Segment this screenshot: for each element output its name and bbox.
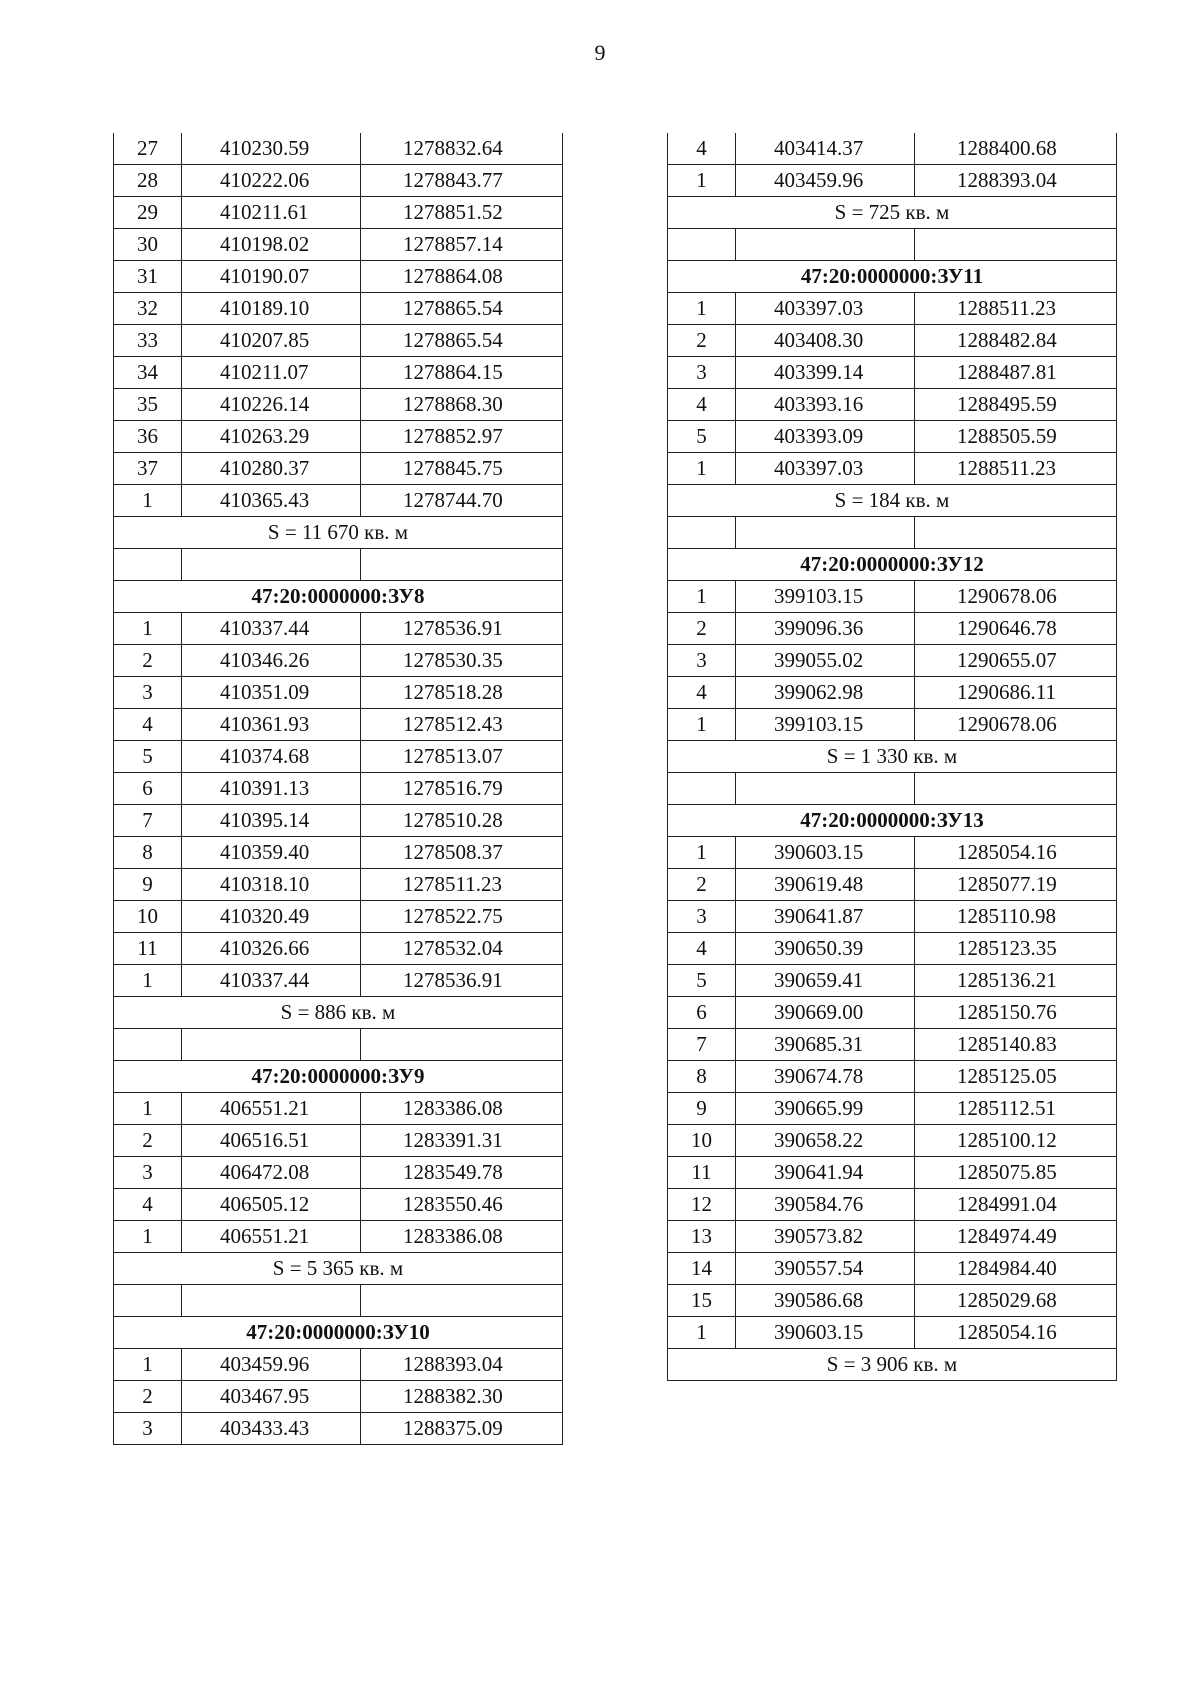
coordinate-row — [114, 485, 563, 517]
empty-cell — [182, 549, 361, 581]
y-coordinate-cell: 1278532.04 — [361, 933, 563, 965]
coordinate-row — [668, 1317, 1117, 1349]
y-coordinate-cell: 1284991.04 — [915, 1189, 1117, 1221]
point-number-cell: 5 — [114, 741, 182, 773]
coordinate-row — [114, 293, 563, 325]
x-coordinate-cell: 410211.61 — [182, 197, 361, 229]
point-number-cell: 28 — [114, 165, 182, 197]
coordinate-row — [114, 741, 563, 773]
parcel-number-cell: 47:20:0000000:ЗУ12 — [668, 549, 1117, 581]
y-coordinate-cell: 1278852.97 — [361, 421, 563, 453]
y-coordinate-cell: 1288511.23 — [915, 453, 1117, 485]
x-coordinate-cell: 390603.15 — [736, 1317, 915, 1349]
parcel-number-cell: 47:20:0000000:ЗУ9 — [114, 1061, 563, 1093]
x-coordinate-cell: 390659.41 — [736, 965, 915, 997]
coordinate-row — [668, 933, 1117, 965]
y-coordinate-cell: 1278868.30 — [361, 389, 563, 421]
empty-row — [114, 1285, 563, 1317]
empty-cell — [114, 1285, 182, 1317]
empty-cell — [668, 229, 736, 261]
coordinate-row — [114, 389, 563, 421]
point-number-cell: 8 — [114, 837, 182, 869]
point-number-cell: 4 — [668, 133, 736, 165]
coordinate-row — [668, 709, 1117, 741]
coordinate-row — [668, 165, 1117, 197]
coordinate-row — [668, 389, 1117, 421]
y-coordinate-cell: 1285077.19 — [915, 869, 1117, 901]
empty-cell — [915, 773, 1117, 805]
x-coordinate-cell: 410337.44 — [182, 965, 361, 997]
area-cell: S = 3 906 кв. м — [668, 1349, 1117, 1381]
point-number-cell: 11 — [668, 1157, 736, 1189]
y-coordinate-cell: 1288482.84 — [915, 325, 1117, 357]
y-coordinate-cell: 1288393.04 — [915, 165, 1117, 197]
y-coordinate-cell: 1288495.59 — [915, 389, 1117, 421]
point-number-cell: 35 — [114, 389, 182, 421]
y-coordinate-cell: 1285054.16 — [915, 1317, 1117, 1349]
x-coordinate-cell: 410263.29 — [182, 421, 361, 453]
y-coordinate-cell: 1278851.52 — [361, 197, 563, 229]
point-number-cell: 7 — [114, 805, 182, 837]
coordinate-row — [114, 229, 563, 261]
x-coordinate-cell: 390685.31 — [736, 1029, 915, 1061]
empty-cell — [915, 517, 1117, 549]
empty-cell — [182, 1285, 361, 1317]
point-number-cell: 1 — [114, 613, 182, 645]
point-number-cell: 33 — [114, 325, 182, 357]
x-coordinate-cell: 410395.14 — [182, 805, 361, 837]
x-coordinate-cell: 390619.48 — [736, 869, 915, 901]
x-coordinate-cell: 390584.76 — [736, 1189, 915, 1221]
x-coordinate-cell: 390586.68 — [736, 1285, 915, 1317]
parcel-header-row — [114, 1061, 563, 1093]
point-number-cell: 6 — [668, 997, 736, 1029]
coordinate-row — [114, 645, 563, 677]
coordinate-row — [668, 1093, 1117, 1125]
x-coordinate-cell: 403433.43 — [182, 1413, 361, 1445]
coordinate-row — [668, 677, 1117, 709]
parcel-header-row — [114, 581, 563, 613]
x-coordinate-cell: 410365.43 — [182, 485, 361, 517]
point-number-cell: 4 — [114, 1189, 182, 1221]
area-cell: S = 184 кв. м — [668, 485, 1117, 517]
coordinate-row — [114, 1125, 563, 1157]
coordinate-row — [114, 837, 563, 869]
coordinate-row — [114, 1093, 563, 1125]
y-coordinate-cell: 1278510.28 — [361, 805, 563, 837]
point-number-cell: 5 — [668, 421, 736, 453]
coordinate-row — [668, 965, 1117, 997]
x-coordinate-cell: 390641.94 — [736, 1157, 915, 1189]
x-coordinate-cell: 410230.59 — [182, 133, 361, 165]
point-number-cell: 36 — [114, 421, 182, 453]
x-coordinate-cell: 390641.87 — [736, 901, 915, 933]
point-number-cell: 6 — [114, 773, 182, 805]
page-number: 9 — [594, 40, 606, 65]
x-coordinate-cell: 399062.98 — [736, 677, 915, 709]
coordinate-row — [668, 453, 1117, 485]
x-coordinate-cell: 410189.10 — [182, 293, 361, 325]
x-coordinate-cell: 403459.96 — [182, 1349, 361, 1381]
empty-cell — [736, 517, 915, 549]
coordinate-row — [668, 325, 1117, 357]
point-number-cell: 2 — [668, 325, 736, 357]
y-coordinate-cell: 1278511.23 — [361, 869, 563, 901]
x-coordinate-cell: 390674.78 — [736, 1061, 915, 1093]
coordinate-row — [114, 709, 563, 741]
x-coordinate-cell: 390658.22 — [736, 1125, 915, 1157]
y-coordinate-cell: 1290646.78 — [915, 613, 1117, 645]
coordinate-row — [114, 261, 563, 293]
y-coordinate-cell: 1278744.70 — [361, 485, 563, 517]
point-number-cell: 2 — [668, 613, 736, 645]
coordinate-row — [114, 869, 563, 901]
point-number-cell: 1 — [668, 581, 736, 613]
y-coordinate-cell: 1278516.79 — [361, 773, 563, 805]
point-number-cell: 29 — [114, 197, 182, 229]
coordinate-row — [114, 133, 563, 165]
y-coordinate-cell: 1278865.54 — [361, 325, 563, 357]
point-number-cell: 1 — [114, 1349, 182, 1381]
y-coordinate-cell: 1285054.16 — [915, 837, 1117, 869]
coordinate-row — [668, 837, 1117, 869]
coordinates-table-left — [113, 133, 563, 1445]
y-coordinate-cell: 1285140.83 — [915, 1029, 1117, 1061]
x-coordinate-cell: 403408.30 — [736, 325, 915, 357]
y-coordinate-cell: 1284984.40 — [915, 1253, 1117, 1285]
x-coordinate-cell: 403459.96 — [736, 165, 915, 197]
x-coordinate-cell: 410391.13 — [182, 773, 361, 805]
coordinate-row — [114, 613, 563, 645]
y-coordinate-cell: 1288511.23 — [915, 293, 1117, 325]
coordinate-row — [668, 1253, 1117, 1285]
empty-cell — [361, 1285, 563, 1317]
parcel-header-row — [668, 805, 1117, 837]
x-coordinate-cell: 406516.51 — [182, 1125, 361, 1157]
x-coordinate-cell: 390669.00 — [736, 997, 915, 1029]
parcel-number-cell: 47:20:0000000:ЗУ8 — [114, 581, 563, 613]
coordinate-row — [114, 805, 563, 837]
point-number-cell: 1 — [668, 837, 736, 869]
point-number-cell: 12 — [668, 1189, 736, 1221]
y-coordinate-cell: 1278845.75 — [361, 453, 563, 485]
area-cell: S = 1 330 кв. м — [668, 741, 1117, 773]
y-coordinate-cell: 1278513.07 — [361, 741, 563, 773]
coordinate-row — [114, 965, 563, 997]
empty-cell — [736, 773, 915, 805]
y-coordinate-cell: 1290655.07 — [915, 645, 1117, 677]
x-coordinate-cell: 406551.21 — [182, 1221, 361, 1253]
point-number-cell: 2 — [668, 869, 736, 901]
point-number-cell: 27 — [114, 133, 182, 165]
empty-row — [114, 1029, 563, 1061]
point-number-cell: 1 — [668, 453, 736, 485]
y-coordinate-cell: 1278864.15 — [361, 357, 563, 389]
y-coordinate-cell: 1285125.05 — [915, 1061, 1117, 1093]
coordinate-row — [114, 357, 563, 389]
y-coordinate-cell: 1278518.28 — [361, 677, 563, 709]
coordinate-row — [668, 613, 1117, 645]
x-coordinate-cell: 410337.44 — [182, 613, 361, 645]
area-cell: S = 5 365 кв. м — [114, 1253, 563, 1285]
coordinate-row — [114, 453, 563, 485]
point-number-cell: 13 — [668, 1221, 736, 1253]
point-number-cell: 1 — [114, 1221, 182, 1253]
coordinate-row — [668, 1029, 1117, 1061]
coordinate-row — [114, 165, 563, 197]
parcel-header-row — [668, 261, 1117, 293]
x-coordinate-cell: 410207.85 — [182, 325, 361, 357]
x-coordinate-cell: 403397.03 — [736, 293, 915, 325]
parcel-number-cell: 47:20:0000000:ЗУ11 — [668, 261, 1117, 293]
point-number-cell: 14 — [668, 1253, 736, 1285]
coordinate-row — [114, 1381, 563, 1413]
x-coordinate-cell: 410361.93 — [182, 709, 361, 741]
y-coordinate-cell: 1284974.49 — [915, 1221, 1117, 1253]
y-coordinate-cell: 1290678.06 — [915, 581, 1117, 613]
point-number-cell: 3 — [114, 1413, 182, 1445]
x-coordinate-cell: 403414.37 — [736, 133, 915, 165]
point-number-cell: 10 — [114, 901, 182, 933]
coordinate-row — [668, 901, 1117, 933]
x-coordinate-cell: 410359.40 — [182, 837, 361, 869]
coordinate-row — [114, 1221, 563, 1253]
coordinate-row — [668, 1061, 1117, 1093]
y-coordinate-cell: 1283386.08 — [361, 1093, 563, 1125]
area-row — [114, 1253, 563, 1285]
point-number-cell: 30 — [114, 229, 182, 261]
x-coordinate-cell: 403393.09 — [736, 421, 915, 453]
point-number-cell: 1 — [668, 709, 736, 741]
point-number-cell: 9 — [114, 869, 182, 901]
y-coordinate-cell: 1285110.98 — [915, 901, 1117, 933]
x-coordinate-cell: 403397.03 — [736, 453, 915, 485]
y-coordinate-cell: 1285150.76 — [915, 997, 1117, 1029]
point-number-cell: 11 — [114, 933, 182, 965]
parcel-number-cell: 47:20:0000000:ЗУ13 — [668, 805, 1117, 837]
x-coordinate-cell: 410346.26 — [182, 645, 361, 677]
x-coordinate-cell: 410198.02 — [182, 229, 361, 261]
coordinate-row — [114, 901, 563, 933]
empty-cell — [361, 549, 563, 581]
x-coordinate-cell: 406472.08 — [182, 1157, 361, 1189]
coordinate-row — [668, 1125, 1117, 1157]
coordinate-row — [114, 197, 563, 229]
parcel-number-cell: 47:20:0000000:ЗУ10 — [114, 1317, 563, 1349]
point-number-cell: 3 — [668, 645, 736, 677]
point-number-cell: 4 — [668, 677, 736, 709]
x-coordinate-cell: 399096.36 — [736, 613, 915, 645]
y-coordinate-cell: 1278536.91 — [361, 613, 563, 645]
y-coordinate-cell: 1290686.11 — [915, 677, 1117, 709]
area-cell: S = 886 кв. м — [114, 997, 563, 1029]
point-number-cell: 1 — [668, 293, 736, 325]
x-coordinate-cell: 410326.66 — [182, 933, 361, 965]
area-row — [668, 197, 1117, 229]
coordinate-row — [114, 1157, 563, 1189]
point-number-cell: 8 — [668, 1061, 736, 1093]
x-coordinate-cell: 410351.09 — [182, 677, 361, 709]
coordinate-row — [114, 1189, 563, 1221]
coordinate-row — [114, 325, 563, 357]
parcel-header-row — [114, 1317, 563, 1349]
empty-row — [668, 517, 1117, 549]
y-coordinate-cell: 1278864.08 — [361, 261, 563, 293]
point-number-cell: 3 — [668, 901, 736, 933]
point-number-cell: 7 — [668, 1029, 736, 1061]
x-coordinate-cell: 410280.37 — [182, 453, 361, 485]
y-coordinate-cell: 1288393.04 — [361, 1349, 563, 1381]
x-coordinate-cell: 399103.15 — [736, 581, 915, 613]
point-number-cell: 3 — [668, 357, 736, 389]
coordinate-row — [668, 357, 1117, 389]
point-number-cell: 32 — [114, 293, 182, 325]
y-coordinate-cell: 1278512.43 — [361, 709, 563, 741]
point-number-cell: 4 — [668, 389, 736, 421]
y-coordinate-cell: 1278536.91 — [361, 965, 563, 997]
x-coordinate-cell: 403467.95 — [182, 1381, 361, 1413]
coordinate-row — [668, 645, 1117, 677]
coordinate-row — [114, 1349, 563, 1381]
empty-cell — [114, 549, 182, 581]
point-number-cell: 2 — [114, 1125, 182, 1157]
y-coordinate-cell: 1285029.68 — [915, 1285, 1117, 1317]
x-coordinate-cell: 399055.02 — [736, 645, 915, 677]
parcel-header-row — [668, 549, 1117, 581]
y-coordinate-cell: 1285123.35 — [915, 933, 1117, 965]
area-row — [114, 517, 563, 549]
coordinate-row — [668, 133, 1117, 165]
point-number-cell: 1 — [668, 1317, 736, 1349]
y-coordinate-cell: 1285075.85 — [915, 1157, 1117, 1189]
x-coordinate-cell: 406505.12 — [182, 1189, 361, 1221]
area-row — [668, 485, 1117, 517]
point-number-cell: 9 — [668, 1093, 736, 1125]
point-number-cell: 1 — [668, 165, 736, 197]
point-number-cell: 37 — [114, 453, 182, 485]
coordinate-row — [668, 421, 1117, 453]
y-coordinate-cell: 1283549.78 — [361, 1157, 563, 1189]
point-number-cell: 1 — [114, 965, 182, 997]
x-coordinate-cell: 403399.14 — [736, 357, 915, 389]
coordinate-row — [668, 1189, 1117, 1221]
coordinate-row — [114, 773, 563, 805]
point-number-cell: 5 — [668, 965, 736, 997]
y-coordinate-cell: 1283391.31 — [361, 1125, 563, 1157]
point-number-cell: 3 — [114, 677, 182, 709]
point-number-cell: 3 — [114, 1157, 182, 1189]
y-coordinate-cell: 1283550.46 — [361, 1189, 563, 1221]
x-coordinate-cell: 410226.14 — [182, 389, 361, 421]
point-number-cell: 34 — [114, 357, 182, 389]
area-row — [668, 741, 1117, 773]
area-cell: S = 725 кв. м — [668, 197, 1117, 229]
y-coordinate-cell: 1290678.06 — [915, 709, 1117, 741]
point-number-cell: 2 — [114, 645, 182, 677]
point-number-cell: 4 — [114, 709, 182, 741]
x-coordinate-cell: 399103.15 — [736, 709, 915, 741]
coordinate-row — [668, 293, 1117, 325]
empty-cell — [182, 1029, 361, 1061]
empty-cell — [736, 229, 915, 261]
y-coordinate-cell: 1288487.81 — [915, 357, 1117, 389]
x-coordinate-cell: 410318.10 — [182, 869, 361, 901]
x-coordinate-cell: 410222.06 — [182, 165, 361, 197]
coordinate-row — [668, 869, 1117, 901]
y-coordinate-cell: 1288382.30 — [361, 1381, 563, 1413]
x-coordinate-cell: 390603.15 — [736, 837, 915, 869]
x-coordinate-cell: 390665.99 — [736, 1093, 915, 1125]
x-coordinate-cell: 410190.07 — [182, 261, 361, 293]
coordinate-row — [114, 1413, 563, 1445]
point-number-cell: 31 — [114, 261, 182, 293]
y-coordinate-cell: 1278865.54 — [361, 293, 563, 325]
y-coordinate-cell: 1285136.21 — [915, 965, 1117, 997]
y-coordinate-cell: 1278522.75 — [361, 901, 563, 933]
empty-cell — [668, 517, 736, 549]
x-coordinate-cell: 410374.68 — [182, 741, 361, 773]
y-coordinate-cell: 1278530.35 — [361, 645, 563, 677]
empty-cell — [361, 1029, 563, 1061]
empty-cell — [915, 229, 1117, 261]
point-number-cell: 10 — [668, 1125, 736, 1157]
point-number-cell: 4 — [668, 933, 736, 965]
area-row — [668, 1349, 1117, 1381]
x-coordinate-cell: 390557.54 — [736, 1253, 915, 1285]
coordinate-row — [668, 581, 1117, 613]
y-coordinate-cell: 1283386.08 — [361, 1221, 563, 1253]
y-coordinate-cell: 1285100.12 — [915, 1125, 1117, 1157]
point-number-cell: 1 — [114, 1093, 182, 1125]
y-coordinate-cell: 1278843.77 — [361, 165, 563, 197]
coordinate-row — [668, 1285, 1117, 1317]
coordinate-row — [668, 1221, 1117, 1253]
empty-row — [114, 549, 563, 581]
area-row — [114, 997, 563, 1029]
y-coordinate-cell: 1288400.68 — [915, 133, 1117, 165]
point-number-cell: 2 — [114, 1381, 182, 1413]
x-coordinate-cell: 410320.49 — [182, 901, 361, 933]
point-number-cell: 15 — [668, 1285, 736, 1317]
coordinate-row — [114, 421, 563, 453]
y-coordinate-cell: 1288505.59 — [915, 421, 1117, 453]
x-coordinate-cell: 410211.07 — [182, 357, 361, 389]
y-coordinate-cell: 1278857.14 — [361, 229, 563, 261]
x-coordinate-cell: 390650.39 — [736, 933, 915, 965]
x-coordinate-cell: 403393.16 — [736, 389, 915, 421]
x-coordinate-cell: 406551.21 — [182, 1093, 361, 1125]
coordinates-table-right — [667, 133, 1117, 1381]
coordinate-row — [114, 933, 563, 965]
y-coordinate-cell: 1285112.51 — [915, 1093, 1117, 1125]
empty-cell — [114, 1029, 182, 1061]
y-coordinate-cell: 1288375.09 — [361, 1413, 563, 1445]
area-cell: S = 11 670 кв. м — [114, 517, 563, 549]
coordinate-row — [114, 677, 563, 709]
x-coordinate-cell: 390573.82 — [736, 1221, 915, 1253]
empty-row — [668, 773, 1117, 805]
y-coordinate-cell: 1278508.37 — [361, 837, 563, 869]
coordinate-row — [668, 1157, 1117, 1189]
empty-row — [668, 229, 1117, 261]
empty-cell — [668, 773, 736, 805]
point-number-cell: 1 — [114, 485, 182, 517]
coordinate-row — [668, 997, 1117, 1029]
y-coordinate-cell: 1278832.64 — [361, 133, 563, 165]
